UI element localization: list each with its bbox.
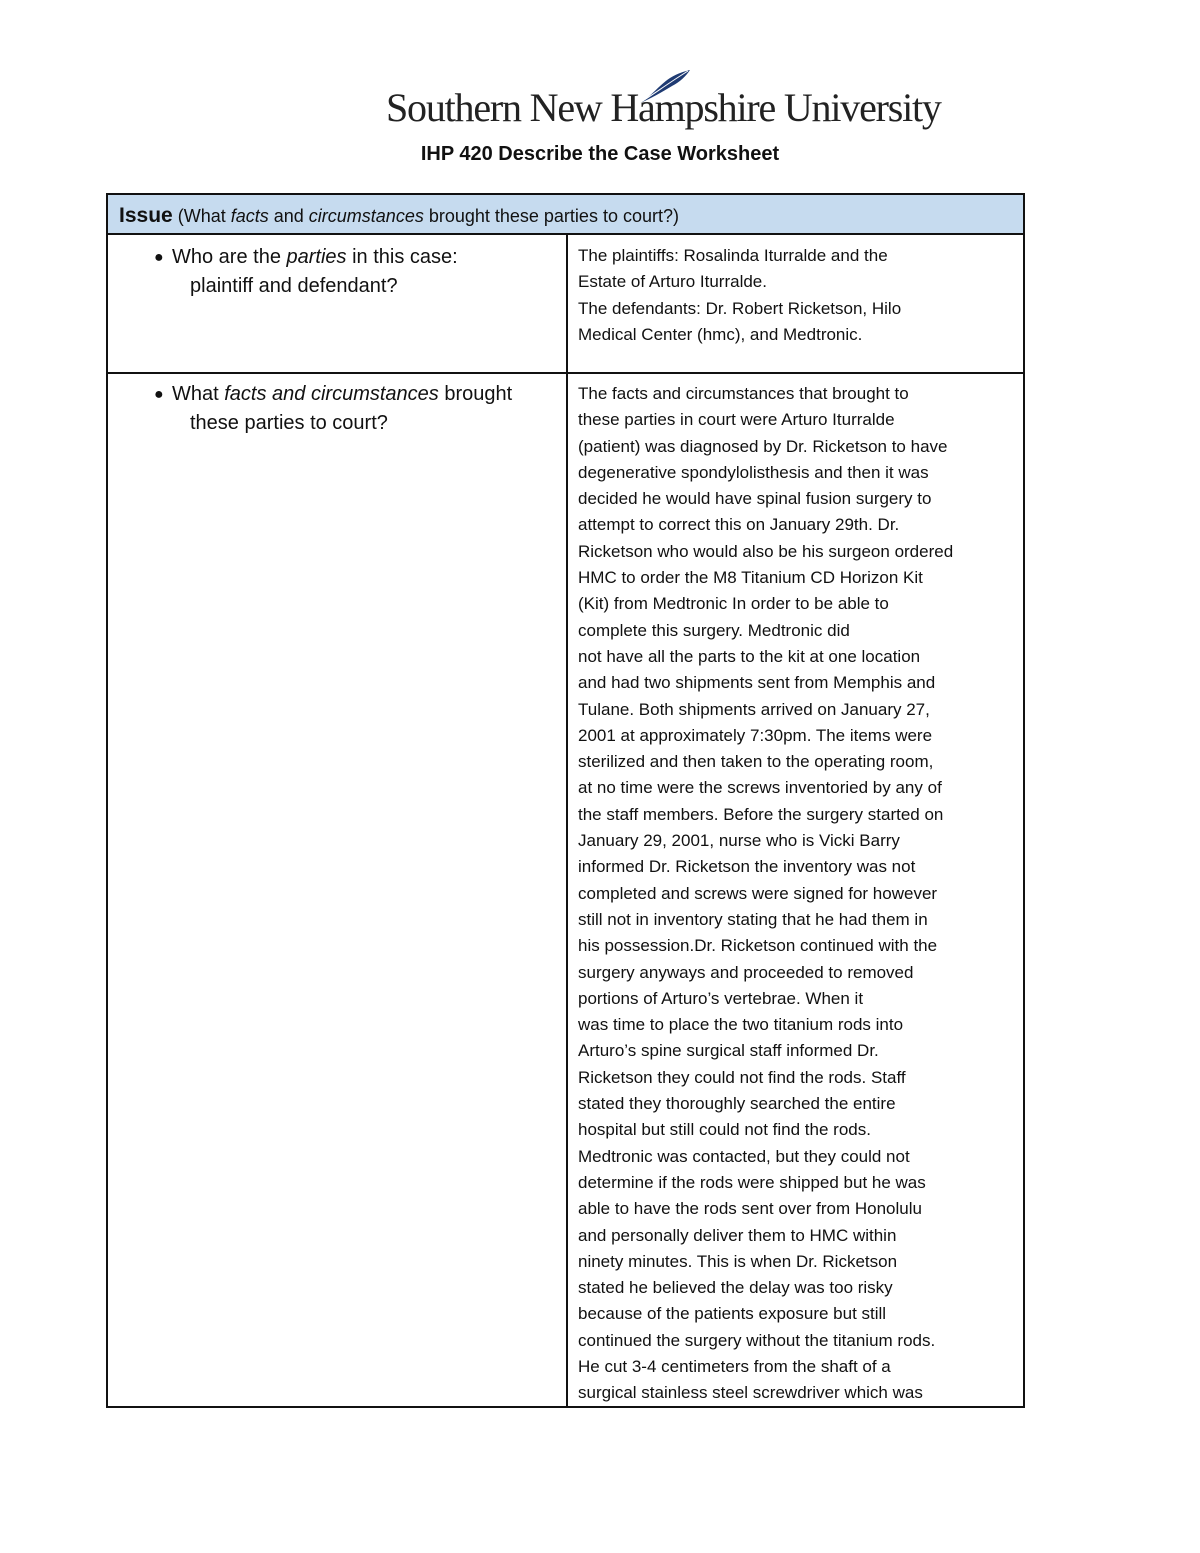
answer-line: surgery anyways and proceeded to removed bbox=[578, 962, 914, 982]
answer-line: 2001 at approximately 7:30pm. The items were bbox=[578, 725, 933, 745]
answer-line: ninety minutes. This is when Dr. Ricketson bbox=[578, 1251, 898, 1271]
answer-line: (patient) was diagnosed by Dr. Ricketson to have bbox=[578, 436, 948, 456]
answer-line: Ricketson they could not find the rods. Staff bbox=[578, 1067, 906, 1087]
university-logo bbox=[386, 68, 941, 138]
answer-line: stated he believed the delay was too risky bbox=[578, 1278, 893, 1298]
answer-line: The plaintiffs: Rosalinda Iturralde and the bbox=[578, 246, 888, 265]
table-row bbox=[108, 235, 1023, 374]
answer-line: informed Dr. Ricketson the inventory was not bbox=[578, 857, 916, 877]
answer-line: Ricketson who would also be his surgeon ordered bbox=[578, 541, 954, 561]
answer-line: at no time were the screws inventoried by any of bbox=[578, 778, 942, 798]
answer-line: still not in inventory stating that he had them in bbox=[578, 909, 928, 929]
bullet-icon: ● bbox=[154, 386, 164, 403]
answer-line: the staff members. Before the surgery started on bbox=[578, 804, 944, 824]
question-parties bbox=[156, 243, 556, 301]
issue-prompt-part: and bbox=[268, 206, 309, 226]
question-text-line2: these parties to court? bbox=[190, 412, 388, 434]
issue-prompt-part: brought these parties to court?) bbox=[423, 206, 679, 226]
question-text: Who are the bbox=[172, 246, 287, 268]
question-facts bbox=[156, 380, 556, 438]
answer-line: Estate of Arturo Iturralde. bbox=[578, 272, 767, 292]
answer-line: (Kit) from Medtronic In order to be able to bbox=[578, 594, 889, 614]
answer-line: The defendants: Dr. Robert Ricketson, Hilo bbox=[578, 298, 902, 318]
question-text: in this case: bbox=[346, 246, 458, 268]
answer-line: degenerative spondylolisthesis and then it was bbox=[578, 462, 929, 482]
answer-line: stated they thoroughly searched the entire bbox=[578, 1094, 896, 1114]
answer-line: continued the surgery without the titanium rods. bbox=[578, 1330, 936, 1350]
answer-line: and personally deliver them to HMC within bbox=[578, 1225, 897, 1245]
answer-line: portions of Arturo’s vertebrae. When it bbox=[578, 988, 864, 1008]
answer-line: HMC to order the M8 Titanium CD Horizon Kit bbox=[578, 568, 923, 588]
issue-header-row bbox=[108, 195, 1023, 235]
answer-line: Tulane. Both shipments arrived on January 27, bbox=[578, 699, 930, 719]
question-text-line2: plaintiff and defendant? bbox=[190, 275, 398, 297]
question-italic: facts and circumstances bbox=[224, 383, 439, 405]
answer-line: decided he would have spinal fusion surgery to bbox=[578, 489, 932, 509]
issue-prompt bbox=[178, 206, 679, 226]
worksheet-table bbox=[106, 193, 1025, 1408]
answer-line: able to have the rods sent over from Honolulu bbox=[578, 1199, 922, 1219]
issue-prompt-italic: facts bbox=[230, 206, 269, 226]
answer-line: determine if the rods were shipped but he was bbox=[578, 1172, 926, 1192]
answer-line: surgical stainless steel screwdriver which was bbox=[578, 1383, 923, 1403]
answer-line: complete this surgery. Medtronic did bbox=[578, 620, 850, 640]
answer-line: January 29, 2001, nurse who is Vicki Barry bbox=[578, 831, 900, 851]
answer-line: hospital but still could not find the rods. bbox=[578, 1120, 871, 1140]
issue-prompt-part: (What bbox=[177, 206, 231, 226]
page-title: IHP 420 Describe the Case Worksheet bbox=[420, 143, 780, 165]
answer-line: completed and screws were signed for however bbox=[578, 883, 938, 903]
issue-prompt-italic: circumstances bbox=[308, 206, 424, 226]
answer-line: his possession.Dr. Ricketson continued with the bbox=[578, 936, 938, 956]
answer-line: not have all the parts to the kit at one location bbox=[578, 646, 921, 666]
table-row bbox=[108, 374, 1023, 1406]
answer-line: and had two shipments sent from Memphis and bbox=[578, 673, 936, 693]
answer-line: because of the patients exposure but still bbox=[578, 1304, 887, 1324]
answer-line: attempt to correct this on January 29th. Dr. bbox=[578, 515, 900, 535]
question-text: What bbox=[172, 383, 225, 405]
answer-line: sterilized and then taken to the operating room, bbox=[578, 752, 934, 772]
logo-text: Southern New Hampshire University bbox=[386, 85, 941, 130]
answer-line: was time to place the two titanium rods into bbox=[578, 1015, 904, 1035]
answer-parties bbox=[578, 243, 1018, 348]
answer-line: Medtronic was contacted, but they could not bbox=[578, 1146, 910, 1166]
answer-line: The facts and circumstances that brought to bbox=[578, 384, 909, 403]
answer-line: Medical Center (hmc), and Medtronic. bbox=[578, 324, 863, 344]
answer-line: He cut 3-4 centimeters from the shaft of a bbox=[578, 1356, 891, 1376]
bullet-icon: ● bbox=[154, 249, 164, 266]
answer-facts bbox=[578, 381, 1018, 1407]
question-text: brought bbox=[438, 383, 513, 405]
issue-label: Issue bbox=[119, 204, 173, 227]
answer-line: Arturo’s spine surgical staff informed Dr. bbox=[578, 1041, 879, 1061]
question-italic: parties bbox=[286, 246, 347, 268]
answer-line: these parties in court were Arturo Iturralde bbox=[578, 410, 895, 430]
